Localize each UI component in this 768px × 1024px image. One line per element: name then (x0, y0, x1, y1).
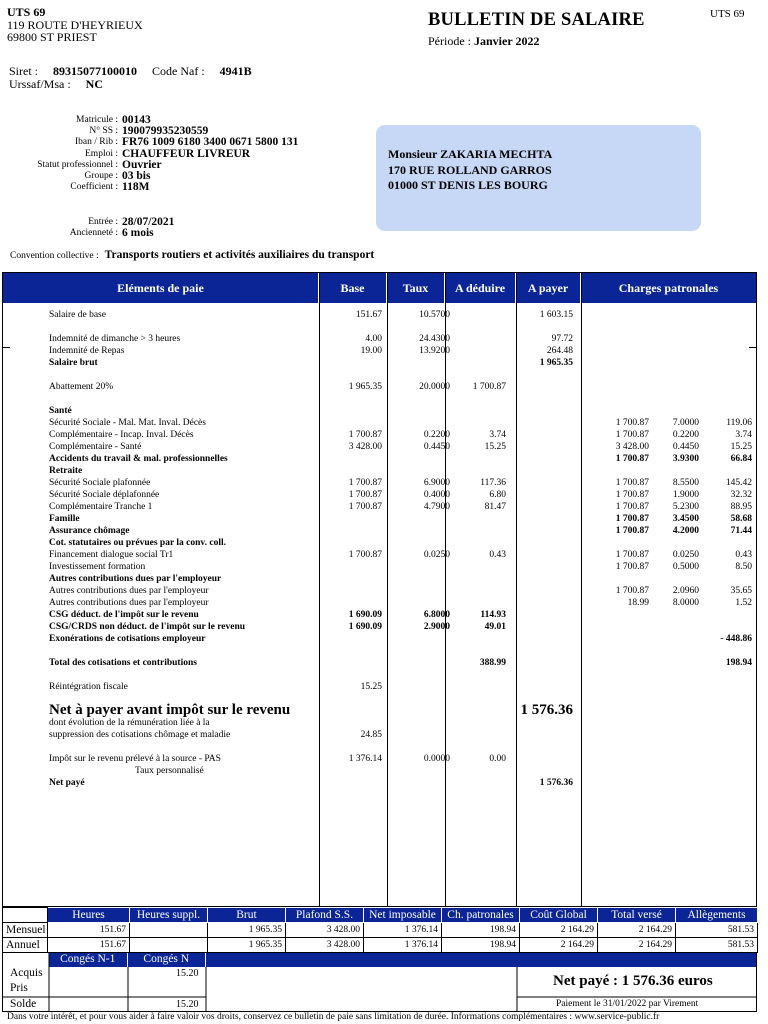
pay-row-pt: 3.4500 (672, 514, 699, 524)
pay-row-pm: 0.43 (735, 550, 752, 560)
pay-row-ded: 0.00 (489, 754, 506, 764)
recipient-name: Monsieur ZAKARIA MECHTA (388, 147, 553, 161)
pay-row-pt: 0.5000 (672, 562, 699, 572)
pay-row-pm: 66.84 (730, 454, 752, 464)
summary-cell: 581.53 (676, 938, 758, 953)
pay-row-base: 1 700.87 (348, 430, 382, 440)
pay-row (3, 681, 756, 693)
pay-row-pb: 1 700.87 (615, 514, 649, 524)
pay-row-label: Famille (49, 514, 80, 524)
pay-row-base: 1 690.09 (348, 622, 382, 632)
pay-row-label: Retraite (49, 466, 83, 476)
summary-column-header: Brut (208, 908, 286, 923)
summary-cell: 3 428.00 (286, 923, 364, 938)
employee-field-label: Matricule : (76, 114, 118, 125)
pay-row-taux: 0.4450 (423, 442, 450, 452)
pay-row (3, 381, 756, 393)
pay-row (3, 429, 756, 441)
pay-row-pm: - 448.86 (720, 634, 752, 644)
convention-label: Convention collective : (10, 251, 99, 261)
summary-row-label: Annuel (3, 938, 48, 953)
pay-row (3, 609, 756, 621)
pay-row (3, 753, 756, 765)
employee-date-label: Entrée : (88, 216, 118, 227)
pay-row (3, 453, 756, 465)
pay-row (3, 477, 756, 489)
employee-field-row (10, 114, 360, 125)
summary-cell: 2 164.29 (520, 938, 598, 953)
employee-field-value: 190079935230559 (122, 124, 209, 137)
pay-row-pm: 32.32 (730, 490, 752, 500)
leave-taken-label: Pris (10, 982, 28, 994)
employee-field-label: Statut professionnel : (37, 159, 118, 170)
summary-cell: 198.94 (442, 923, 520, 938)
pay-row-pt: 4.2000 (672, 526, 699, 536)
summary-row (3, 923, 758, 938)
pay-row-taux: 24.4300 (419, 334, 450, 344)
pay-row-pm: 1.52 (735, 598, 752, 608)
pay-row-label: Assurance chômage (49, 526, 130, 536)
pay-row-pay: 1 576.36 (520, 702, 573, 718)
pay-row-label: Accidents du travail & mal. professionnelles (49, 454, 228, 464)
pay-row (3, 573, 756, 585)
pay-row-label: Autres contributions dues par l'employeur (49, 598, 209, 608)
column-header: A payer (516, 273, 581, 303)
column-header: Eléments de paie (3, 273, 319, 303)
pay-row-base: 1 700.87 (348, 550, 382, 560)
summary-column-header: Heures suppl. (130, 908, 208, 923)
summary-column-header: Plafond S.S. (286, 908, 364, 923)
pay-row-label: Réintégration fiscale (49, 682, 128, 692)
employee-field-row (10, 137, 360, 148)
pay-row (3, 549, 756, 561)
pay-row-label: Sécurité Sociale - Mal. Mat. Inval. Décès (49, 418, 206, 428)
naf-value: 4941B (219, 64, 252, 78)
summary-cell: 3 428.00 (286, 938, 364, 953)
employee-field-value: CHAUFFEUR LIVREUR (122, 147, 251, 160)
summary-column-header: Net imposable (364, 908, 442, 923)
pay-row (3, 525, 756, 537)
pay-row-pm: 3.74 (735, 430, 752, 440)
summary-cell: 581.53 (676, 923, 758, 938)
pay-row (3, 729, 756, 741)
pay-row (3, 585, 756, 597)
pay-row-pt: 3.9300 (672, 454, 699, 464)
pay-row-pm: 145.42 (725, 478, 752, 488)
pay-row (3, 765, 756, 777)
leave-prev-year-header: Congés N-1 (49, 952, 128, 967)
urssaf-value: NC (85, 77, 104, 91)
pay-row-label: Complémentaire - Santé (49, 442, 142, 452)
pay-elements-table (2, 272, 757, 907)
net-paid-total: Net payé : 1 576.36 euros (553, 973, 713, 989)
pay-row-base: 24.85 (360, 730, 382, 740)
pay-row-label: suppression des cotisations chômage et maladie (49, 730, 231, 740)
pay-row-ded: 15.25 (484, 442, 506, 452)
pay-row-label: Impôt sur le revenu prélevé à la source - PAS (49, 754, 221, 764)
summary-cell: 2 164.29 (520, 923, 598, 938)
pay-row (3, 357, 756, 369)
convention-value: Transports routiers et activités auxiliaires du transport (104, 249, 375, 261)
employee-date-value: 6 mois (122, 226, 154, 239)
pay-row-ded: 117.36 (480, 478, 506, 488)
summary-table (2, 907, 757, 953)
document-title: BULLETIN DE SALAIRE (428, 10, 645, 30)
pay-row-base: 1 965.35 (348, 382, 382, 392)
pay-row-base: 151.67 (355, 310, 382, 320)
urssaf-label: Urssaf/Msa : (9, 77, 71, 91)
pay-row-base: 4.00 (365, 334, 382, 344)
pay-row (3, 333, 756, 345)
pay-row-base: 15.25 (360, 682, 382, 692)
leave-acquired-label: Acquis (10, 967, 43, 979)
pay-row-label: Financement dialogue social Tr1 (49, 550, 174, 560)
naf-label: Code Naf : (152, 64, 205, 78)
employee-field-row (10, 125, 360, 136)
pay-row-pt: 1.9000 (672, 490, 699, 500)
employer-name: UTS 69 (7, 5, 46, 19)
pay-row-pb: 1 700.87 (615, 502, 649, 512)
pay-row (3, 561, 756, 573)
naf-code (152, 64, 252, 78)
pay-row-pm: 71.44 (730, 526, 752, 536)
pay-row-label: Complémentaire Tranche 1 (49, 502, 153, 512)
pay-row-base: 1 700.87 (348, 490, 382, 500)
pay-row-taux: 6.9000 (423, 478, 450, 488)
pay-row-label: Taux personnalisé (135, 766, 204, 776)
summary-cell: 1 376.14 (364, 923, 442, 938)
summary-column-header: Total versé (598, 908, 676, 923)
pay-row-ded: 388.99 (479, 658, 506, 668)
employee-field-label: Coefficient : (70, 182, 118, 193)
employee-field-label: N° SS : (89, 125, 118, 136)
pay-row-taux: 0.0000 (423, 754, 450, 764)
pay-row-label: Total des cotisations et contributions (49, 658, 197, 668)
pay-row (3, 441, 756, 453)
pay-row-label: Indemnité de dimanche > 3 heures (49, 334, 181, 344)
employee-date-row (10, 216, 360, 227)
siret-value: 89315077100010 (53, 64, 137, 78)
pay-row (3, 633, 756, 645)
pay-row (3, 417, 756, 429)
employee-field-label: Iban / Rib : (74, 137, 118, 148)
employee-field-value: 00143 (122, 113, 151, 126)
pay-row-pm: 8.50 (735, 562, 752, 572)
leave-and-net-block (2, 952, 757, 1012)
pay-row-base: 1 376.14 (348, 754, 382, 764)
pay-row (3, 345, 756, 357)
summary-column-header: Coût Global (520, 908, 598, 923)
summary-column-header: Ch. patronales (442, 908, 520, 923)
pay-row-pb: 1 700.87 (615, 418, 649, 428)
summary-body (3, 923, 758, 953)
employee-field-value: FR76 1009 6180 3400 0671 5800 131 (122, 136, 299, 149)
summary-cell: 1 376.14 (364, 938, 442, 953)
column-header: A déduire (445, 273, 516, 303)
pay-row-label: Cot. statutaires ou prévues par la conv. coll. (49, 538, 226, 548)
urssaf (9, 78, 264, 91)
pay-row-label: Sécurité Sociale déplafonnée (49, 490, 160, 500)
pay-row-ded: 49.01 (484, 622, 506, 632)
pay-row-label: Complémentaire - Incap. Inval. Décès (49, 430, 194, 440)
pay-row-label: Autres contributions dues par l'employeur (49, 574, 222, 584)
pay-row-label: Santé (49, 406, 72, 416)
pay-row-pb: 1 700.87 (615, 562, 649, 572)
pay-row-ded: 6.80 (489, 490, 506, 500)
pay-row-pay: 264.48 (546, 346, 573, 356)
employee-field-value: 03 bis (122, 170, 151, 183)
pay-row-label: Net payé (49, 778, 85, 788)
pay-row-pt: 0.0250 (672, 550, 699, 560)
pay-row-label: CSG déduct. de l'impôt sur le revenu (49, 610, 199, 620)
leave-balance-label: Solde (10, 998, 37, 1010)
summary-cell: 151.67 (48, 923, 130, 938)
leave-current-year-header: Congés N (128, 952, 207, 967)
pay-row-pb: 18.99 (627, 598, 649, 608)
pay-row-pm: 198.94 (725, 658, 752, 668)
employee-field-label: Emploi : (85, 148, 118, 159)
pay-row-pt: 2.0960 (672, 586, 699, 596)
pay-row-taux: 0.4000 (423, 490, 450, 500)
employer-address-line1: 119 ROUTE D'HEYRIEUX (7, 17, 143, 32)
column-header: Base (319, 273, 387, 303)
pay-row (3, 597, 756, 609)
pay-row (3, 309, 756, 321)
pay-row-taux: 6.8000 (423, 610, 450, 620)
pay-row-pt: 0.2200 (672, 430, 699, 440)
pay-row-label: Sécurité Sociale plafonnée (49, 478, 151, 488)
employer-block (7, 6, 207, 44)
pay-row-taux: 10.5700 (419, 310, 450, 320)
employer-identifiers (9, 65, 264, 91)
pay-row-base: 1 700.87 (348, 502, 382, 512)
pay-period-label: Période : (428, 34, 471, 48)
pay-row-ded: 3.74 (489, 430, 506, 440)
employee-field-value: Ouvrier (122, 158, 162, 171)
pay-row-base: 19.00 (360, 346, 382, 356)
pay-row-pb: 1 700.87 (615, 490, 649, 500)
pay-row-taux: 2.9000 (423, 622, 450, 632)
pay-row-pm: 35.65 (730, 586, 752, 596)
pay-row-pb: 1 700.87 (615, 586, 649, 596)
pay-row-base: 3 428.00 (348, 442, 382, 452)
employee-date-value: 28/07/2021 (122, 215, 175, 228)
recipient-address-box (376, 125, 701, 231)
pay-row-pay: 1 576.36 (539, 778, 573, 788)
pay-period (428, 34, 539, 49)
pay-row-pt: 7.0000 (672, 418, 699, 428)
siret (9, 64, 137, 78)
pay-row (3, 537, 756, 549)
pay-row-label: Salaire de base (49, 310, 106, 320)
pay-row (3, 405, 756, 417)
pay-row-pm: 88.95 (730, 502, 752, 512)
collective-agreement (10, 249, 374, 261)
pay-row-taux: 0.2200 (423, 430, 450, 440)
pay-row-label: dont évolution de la rémunération liée à la (49, 718, 210, 728)
pay-row-label: Salaire brut (49, 358, 98, 368)
pay-row-label: Abattement 20% (49, 382, 114, 392)
summary-cell (130, 923, 208, 938)
employee-field-row (10, 159, 360, 170)
pay-row-label: Autres contributions dues par l'employeur (49, 586, 209, 596)
pay-row-pb: 1 700.87 (615, 550, 649, 560)
column-header: Charges patronales (618, 280, 719, 295)
summary-cell: 2 164.29 (598, 938, 676, 953)
pay-row-taux: 0.0250 (423, 550, 450, 560)
summary-cell: 151.67 (48, 938, 130, 953)
employee-field-value: 118M (122, 181, 150, 194)
pay-row-pm: 119.06 (726, 418, 752, 428)
summary-cell: 2 164.29 (598, 923, 676, 938)
pay-row (3, 621, 756, 633)
pay-row-pm: 15.25 (730, 442, 752, 452)
employee-field-row (10, 148, 360, 159)
pay-row-label: Exonérations de cotisations employeur (49, 634, 206, 644)
pay-row-taux: 4.7900 (423, 502, 450, 512)
pay-period-value: Janvier 2022 (474, 34, 540, 48)
employer-address-line2: 69800 ST PRIEST (7, 30, 97, 44)
leave-acquired-current: 15.20 (176, 968, 199, 979)
summary-column-header: Allègements (676, 908, 758, 923)
payment-date: Paiement le 31/01/2022 par Virement (556, 999, 699, 1009)
recipient-street: 170 RUE ROLLAND GARROS (388, 162, 552, 177)
column-header: Taux (387, 273, 445, 303)
summary-cell: 1 965.35 (208, 938, 286, 953)
siret-label: Siret : (9, 64, 38, 78)
employee-field-label: Groupe : (84, 171, 118, 182)
pay-row (3, 465, 756, 477)
summary-header (3, 908, 758, 923)
pay-row-pm: 58.68 (730, 514, 752, 524)
pay-table-header (3, 273, 756, 303)
pay-row-pb: 1 700.87 (615, 430, 649, 440)
employee-field-row (10, 182, 360, 193)
pay-row-taux: 20.0000 (419, 382, 450, 392)
employee-field-row (10, 170, 360, 181)
pay-row-pb: 1 700.87 (615, 478, 649, 488)
pay-row-ded: 81.47 (484, 502, 506, 512)
pay-row-pay: 1 965.35 (539, 358, 573, 368)
summary-corner-cell (3, 908, 48, 923)
pay-row-pt: 0.4450 (672, 442, 699, 452)
pay-row-label: Investissement formation (49, 562, 146, 572)
pay-row-label: Net à payer avant impôt sur le revenu (49, 702, 291, 718)
employee-date-row (10, 227, 360, 238)
pay-row-pt: 8.0000 (672, 598, 699, 608)
pay-row-pb: 1 700.87 (615, 526, 649, 536)
pay-row-pt: 5.2300 (672, 502, 699, 512)
pay-row-label: CSG/CRDS non déduct. de l'impôt sur le revenu (49, 622, 246, 632)
employee-details (10, 114, 360, 193)
leave-balance-current: 15.20 (176, 999, 199, 1010)
pay-row-pay: 97.72 (551, 334, 573, 344)
summary-row (3, 938, 758, 953)
pay-row-taux: 13.9200 (419, 346, 450, 356)
pay-row-ded: 114.93 (480, 610, 506, 620)
pay-row (3, 657, 756, 669)
summary-cell: 198.94 (442, 938, 520, 953)
employee-date-label: Ancienneté : (69, 227, 118, 238)
footer-note: Dans votre intérêt, et pour vous aider à faire valoir vos droits, conservez ce bulletin de paie sans limitation de durée. Informations complémentaires : www.service-public.fr (7, 1012, 660, 1022)
pay-row-label: Indemnité de Repas (49, 346, 125, 356)
pay-row-base: 1 690.09 (348, 610, 382, 620)
pay-row (3, 501, 756, 513)
summary-row-label: Mensuel (3, 923, 48, 938)
summary-column-header: Heures (48, 908, 130, 923)
pay-row-pt: 8.5500 (672, 478, 699, 488)
pay-row (3, 513, 756, 525)
pay-row (3, 777, 756, 789)
pay-row-base: 1 700.87 (348, 478, 382, 488)
pay-row-pb: 3 428.00 (615, 442, 649, 452)
pay-row (3, 489, 756, 501)
pay-row-pb: 1 700.87 (615, 454, 649, 464)
pay-row (3, 717, 756, 729)
pay-row-ded: 1 700.87 (472, 382, 506, 392)
recipient-city: 01000 ST DENIS LES BOURG (388, 178, 548, 192)
corner-company-code: UTS 69 (710, 8, 745, 20)
employee-dates (10, 216, 360, 239)
summary-cell (130, 938, 208, 953)
summary-cell: 1 965.35 (208, 923, 286, 938)
pay-row-pay: 1 603.15 (539, 310, 573, 320)
pay-row-ded: 0.43 (489, 550, 506, 560)
